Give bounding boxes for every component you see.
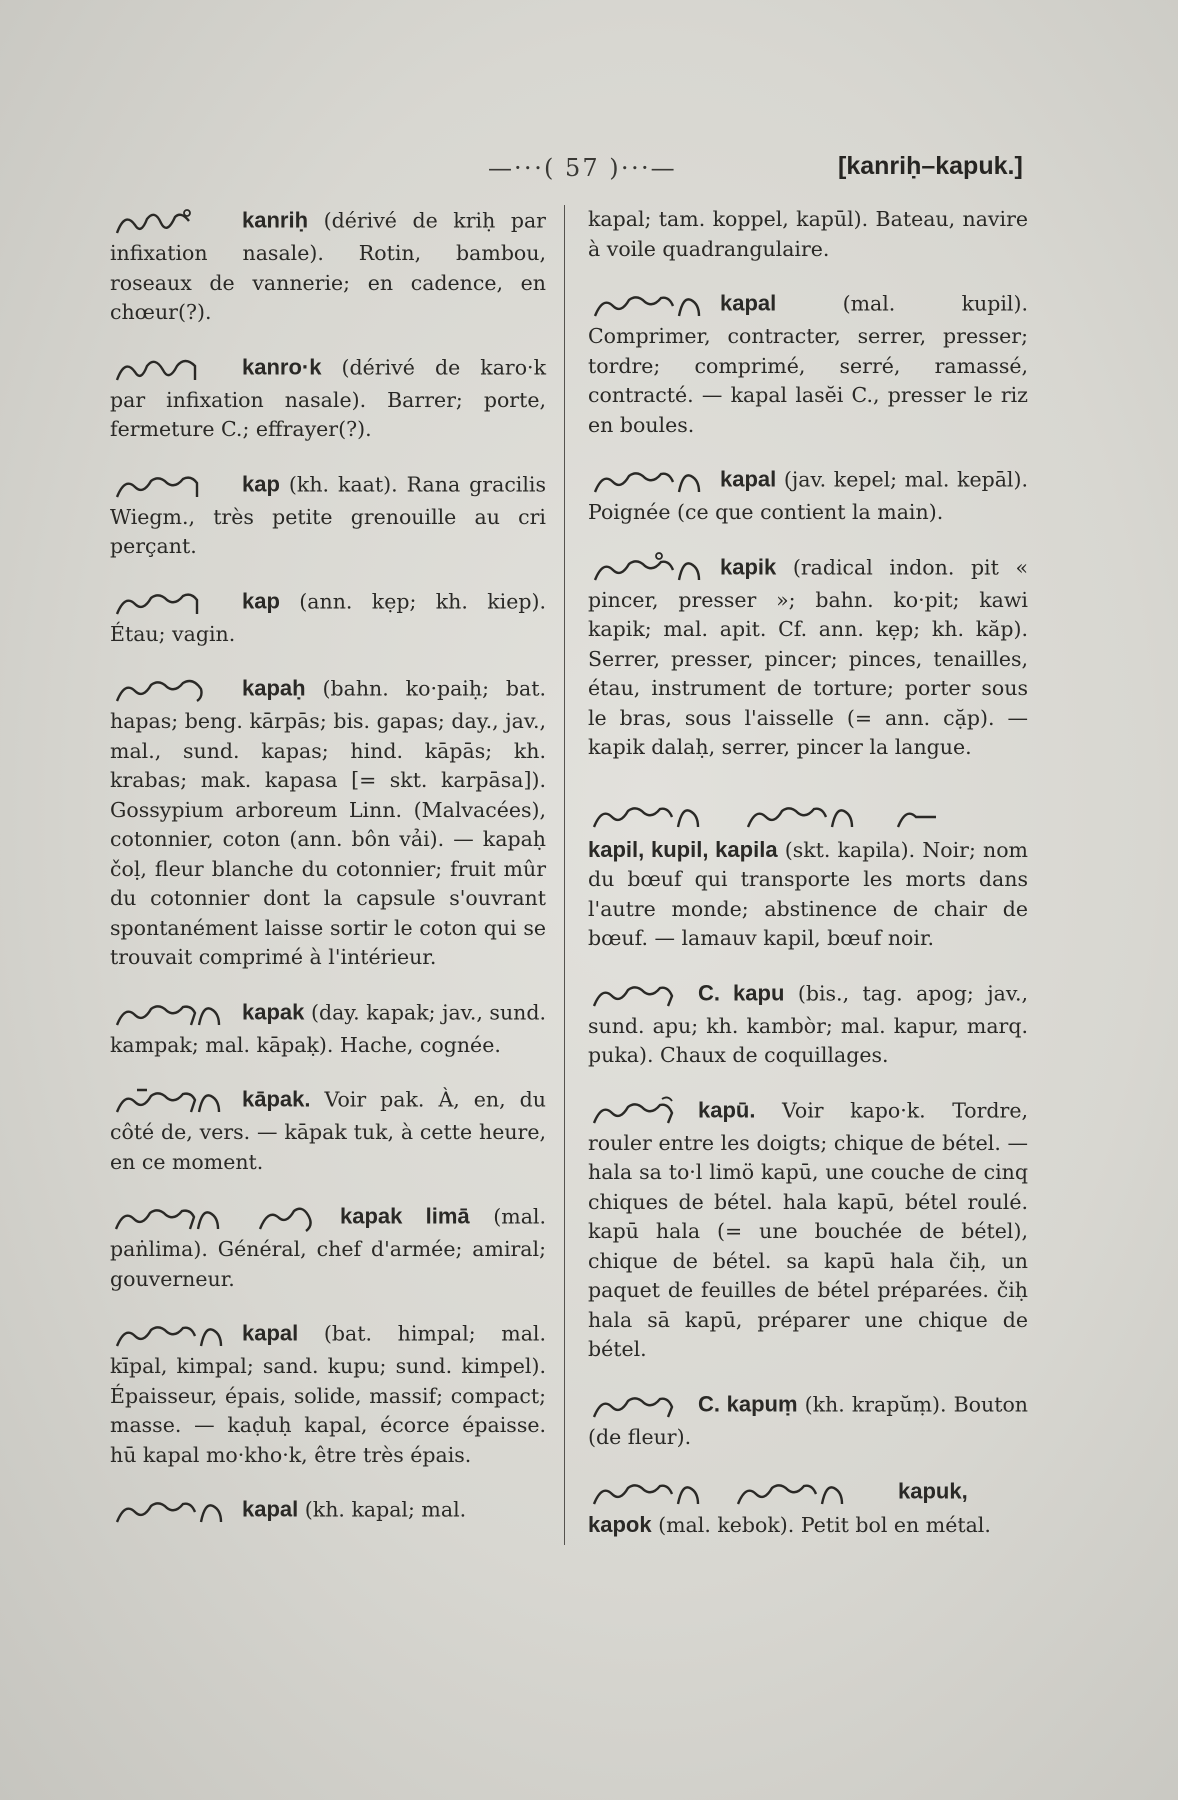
entry	[588, 978, 1028, 1071]
left-column	[110, 205, 546, 1552]
entry	[588, 1095, 1028, 1365]
definition: (skt. kapila). Noir; nom du bœuf qui transporte les morts dans l'autre monde; abstinence de chair de bœuf. — lamauv kapil, bœuf noir.	[588, 837, 1028, 950]
headword: kapil, kupil, kapila	[588, 836, 778, 862]
entry	[588, 787, 1028, 954]
entry	[110, 586, 546, 650]
cham-script-glyph	[588, 552, 710, 586]
headword: kapak limā	[340, 1203, 470, 1229]
definition: (dérivé de kriḥ par infixation nasale). Rotin, bambou, roseaux de vannerie; en cadence, en chœur(?).	[110, 208, 546, 324]
cham-script-glyph	[110, 205, 232, 239]
cham-script-glyph	[588, 464, 710, 498]
entry	[588, 1510, 1028, 1541]
cham-script-glyph	[588, 978, 688, 1012]
page-number: —·⋅⋅( 57 )⋅⋅·—	[488, 154, 677, 182]
cham-script-glyph	[110, 997, 232, 1031]
cham-script-glyph	[110, 1494, 232, 1528]
definition: (jav. kepel; mal. kepāl). Poignée (ce que contient la main).	[588, 467, 1028, 524]
definition: (mal. kupil). Comprimer, contracter, serrer, presser; tordre; comprimé, serré, ramassé, contracté. — kapal lasĕi C., presser le riz en boules.	[588, 291, 1028, 437]
cham-script-glyph	[588, 1095, 688, 1129]
column-divider	[564, 205, 565, 1545]
definition: (bahn. ko·paiḥ; bat. hapas; beng. kārpās; bis. gapas; day., jav., mal., sund. kapas; hind. kāpās; kh. krabas; mak. kapasa [= skt. karpāsa]). Gossypium arboreum Linn. (Malvacées), cotonnier, coton (ann. bôn vải). — kapaḥ čoḷ, fleur blanche du cotonnier; fruit mûr du cotonnier dont la capsule s'ouvrant spontanément laisse sortir le coton qui se trouvait comprimé à l'intérieur.	[110, 676, 546, 969]
cham-script-glyph	[110, 1084, 232, 1118]
headword-range: [kanriḥ–kapuk.]	[838, 152, 1023, 180]
cham-script-glyph	[110, 469, 232, 503]
definition: (radical indon. pit « pincer, presser »; bahn. ko·pit; kawi kapik; mal. apit. Cf. ann. kẹp; kh. kăp). Serrer, presser, pincer; pinces, tenailles, étau, instrument de torture; porter sous le bras, sous l'aisselle (= ann. cặp). — kapik dalaḥ, serrer, pincer la langue.	[588, 555, 1028, 759]
entry	[110, 673, 546, 973]
definition: (kh. krapŭṃ). Bouton (de fleur).	[588, 1392, 1028, 1449]
headword: kapuk,	[898, 1478, 968, 1504]
definition: (mal. paṅlima). Général, chef d'armée; amiral; gouverneur.	[110, 1204, 547, 1291]
headword: kapal	[242, 1496, 299, 1522]
definition: (bat. himpal; mal. kīpal, kimpal; sand. kupu; sund. kimpel). Épaisseur, épais, solide, massif; compact; masse. — kaḍuḥ kapal, écorce épaisse. hū kapal mo·kho·k, être très épais.	[110, 1321, 546, 1467]
headword: kapal	[242, 1320, 299, 1346]
headword: kap	[242, 471, 280, 496]
headword: kapok	[588, 1512, 652, 1537]
definition: (dérivé de karo·k par infixation nasale). Barrer; porte, fermeture C.; effrayer(?).	[110, 355, 546, 441]
definition: (kh. kapal; mal.	[298, 1497, 467, 1522]
cham-script-glyph	[588, 288, 710, 322]
headword: kapal	[720, 466, 777, 492]
cham-script-glyph	[110, 586, 232, 620]
entry	[110, 205, 546, 328]
running-head	[0, 150, 1178, 190]
definition: (kh. kaat). Rana gracilis Wiegm., très petite grenouille au cri perçant.	[110, 472, 546, 558]
entry	[110, 997, 546, 1061]
entry	[588, 288, 1028, 440]
headword: kanro·k	[242, 354, 322, 379]
entry-continuation	[588, 205, 1028, 264]
definition: Voir kapo·k. Tordre, rouler entre les doigts; chique de bétel. — hala sa to·l limö kapū, une couche de cinq chiques de bétel. hala kapū, bétel roulé. kapū hala (= une bouchée de bétel), chique de bétel. sa kapū hala čiḥ, un paquet de feuilles de bétel préparées. čiḥ hala sā kapū, préparer une chique de bétel.	[588, 1098, 1028, 1361]
definition: (bis., tag. apog; jav., sund. apu; kh. kambòr; mal. kapur, marq. puka). Chaux de coquillages.	[588, 981, 1029, 1067]
cham-script-glyph	[110, 352, 232, 386]
headword: kanriḥ	[242, 207, 309, 233]
entry	[588, 1476, 1028, 1510]
entry	[588, 552, 1028, 763]
headword: kapaḥ	[242, 675, 306, 701]
headword: kap	[242, 588, 280, 613]
entry	[588, 1389, 1028, 1453]
entry	[110, 352, 546, 445]
entry	[110, 1318, 546, 1470]
cham-script-glyph	[110, 673, 232, 707]
definition: (ann. kẹp; kh. kiep). Étau; vagin.	[110, 589, 546, 646]
definition: (day. kapak; jav., sund. kampak; mal. kāpaḳ). Hache, cognée.	[110, 1000, 546, 1057]
headword: kapū.	[698, 1097, 756, 1122]
entry	[110, 469, 546, 562]
definition: Voir pak. À, en, du côté de, vers. — kāpak tuk, à cette heure, en ce moment.	[110, 1087, 546, 1174]
cham-script-glyph	[588, 1389, 688, 1423]
definition: kapal; tam. koppel, kapūl). Bateau, navire à voile quadrangulaire.	[588, 207, 1028, 261]
entry	[588, 464, 1028, 528]
entry	[110, 1201, 546, 1294]
cham-script-glyph	[588, 787, 1008, 833]
entry	[110, 1084, 546, 1177]
cham-script-glyph	[588, 1476, 888, 1510]
headword: kapal	[720, 290, 777, 316]
headword: C. kapu	[698, 980, 785, 1005]
headword: kapik	[720, 554, 777, 579]
cham-script-glyph	[110, 1318, 232, 1352]
cham-script-glyph	[110, 1201, 330, 1235]
headword: kāpak.	[242, 1086, 311, 1112]
definition: (mal. kebok). Petit bol en métal.	[651, 1513, 991, 1537]
headword: C. kapuṃ	[698, 1391, 798, 1416]
right-column	[588, 205, 1028, 1565]
entry	[110, 1494, 546, 1528]
headword: kapak	[242, 999, 305, 1024]
